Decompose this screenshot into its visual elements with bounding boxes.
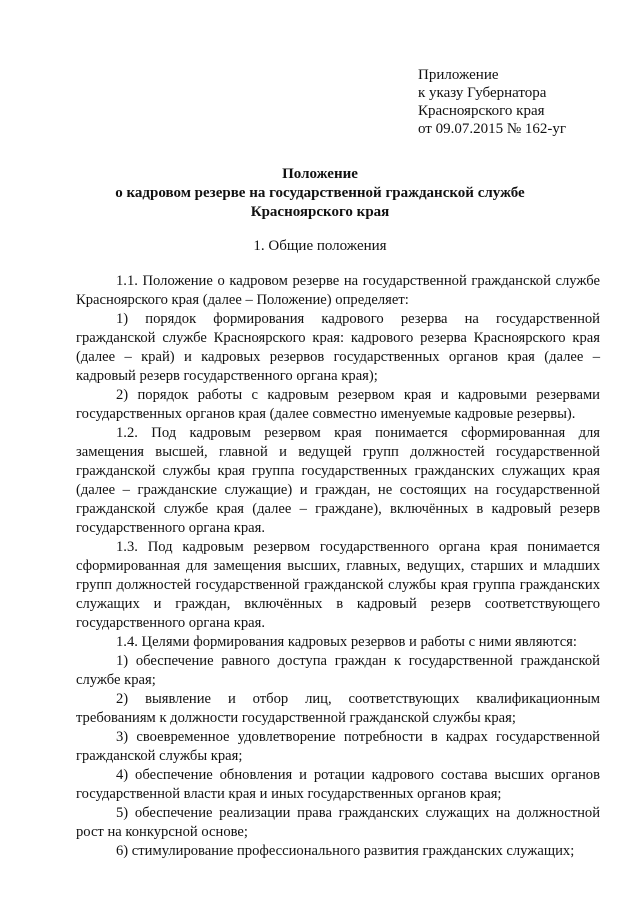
- paragraph-1-4-item-2: 2) выявление и отбор лиц, соответствующих квалификационным требованиям к должности государственной гражданской службы края;: [76, 691, 600, 726]
- paragraph-1-1-item-1: 1) порядок формирования кадрового резерва на государственной гражданской службе Красноярского края: кадрового резерва Красноярского края (далее – край) и кадровых резервов государственных органов края (далее – кадровый резерв государственного органа края);: [76, 311, 600, 384]
- paragraph-1-1: 1.1. Положение о кадровом резерве на государственной гражданской службе Красноярского края (далее – Положение) определяет:: [76, 273, 600, 308]
- appendix-block: [418, 66, 628, 138]
- paragraph-1-3: 1.3. Под кадровым резервом государственного органа края понимается сформированная для замещения высших, главных, ведущих, старших и младших групп должностей государственной гражданской службы края группа гражданских служащих и граждан, включённых в кадровый резерв соответствующего государственного органа края.: [76, 539, 600, 631]
- document-body: [76, 272, 600, 861]
- title-line-2: о кадровом резерве на государственной гражданской службе: [115, 185, 525, 201]
- appendix-line-1: Приложение: [418, 67, 499, 83]
- appendix-line-2: к указу Губернатора: [418, 85, 547, 101]
- paragraph-1-4-item-1: 1) обеспечение равного доступа граждан к государственной гражданской службе края;: [76, 653, 600, 688]
- paragraph-1-2: 1.2. Под кадровым резервом края понимается сформированная для замещения высшей, главной и ведущей групп должностей государственной гражданской службы края группа государственных гражданских служащих края (далее – гражданские служащие) и граждан, не состоящих на государственной гражданской службе края (далее – граждане), включённых в кадровый резерв государственного органа края.: [76, 425, 600, 536]
- title-line-1: Положение: [282, 166, 358, 182]
- document-title: [40, 165, 600, 222]
- paragraph-1-1-item-2: 2) порядок работы с кадровым резервом края и кадровыми резервами государственных органов края (далее совместно именуемые кадровые резервы).: [76, 387, 600, 422]
- paragraph-1-4: 1.4. Целями формирования кадровых резервов и работы с ними являются:: [116, 634, 577, 650]
- paragraph-1-4-item-4: 4) обеспечение обновления и ротации кадрового состава высших органов государственной власти края и иных государственных органов края;: [76, 767, 600, 802]
- paragraph-1-4-item-3: 3) своевременное удовлетворение потребности в кадрах государственной гражданской службы края;: [76, 729, 600, 764]
- title-line-3: Красноярского края: [250, 204, 390, 220]
- appendix-line-3: Красноярского края: [418, 103, 545, 119]
- paragraph-1-4-item-5: 5) обеспечение реализации права гражданских служащих на должностной рост на конкурсной основе;: [76, 805, 600, 840]
- appendix-line-4: от 09.07.2015 № 162-уг: [418, 121, 567, 137]
- section-heading: 1. Общие положения: [253, 238, 387, 254]
- paragraph-1-4-item-6: 6) стимулирование профессионального развития гражданских служащих;: [116, 843, 575, 859]
